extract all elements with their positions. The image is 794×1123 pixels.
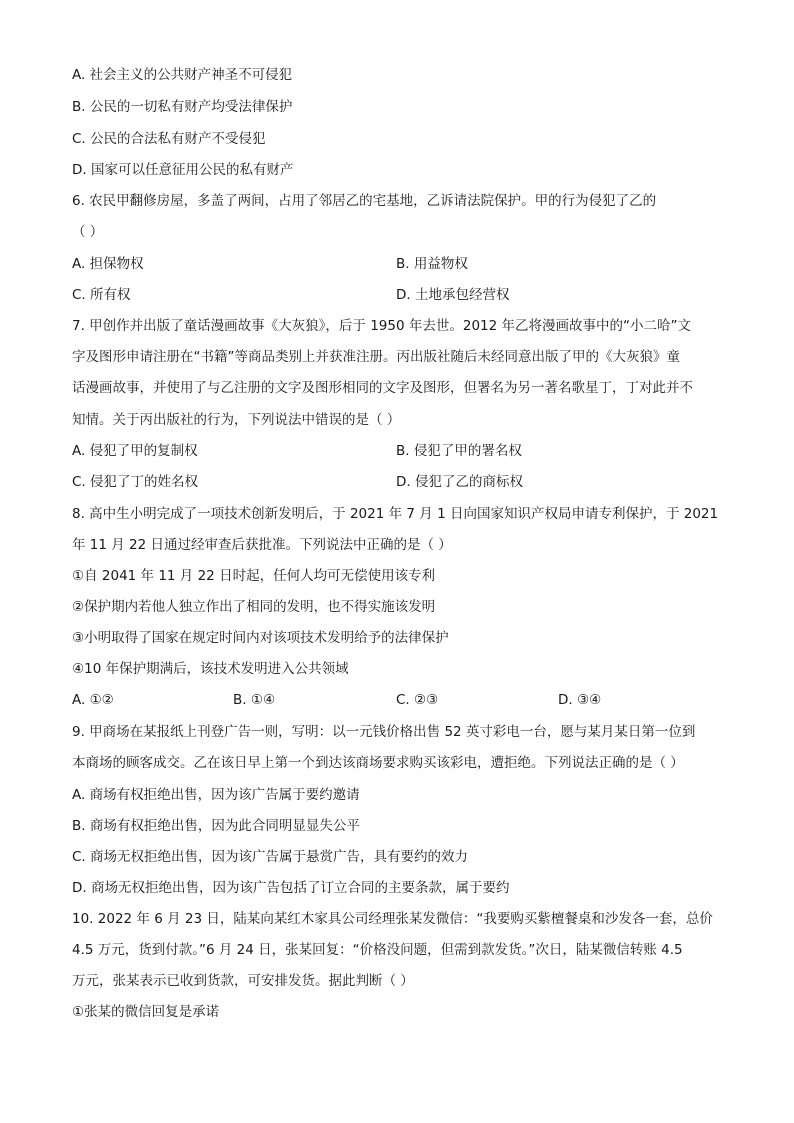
q8-statement-4: ④10 年保护期满后，该技术发明进入公共领域 — [72, 661, 349, 677]
q10-statement-1: ①张某的微信回复是承诺 — [72, 1004, 220, 1020]
q7-option-d: D. 侵犯了乙的商标权 — [396, 474, 523, 490]
q9-stem-line1: 9. 甲商场在某报纸上刊登广告一则，写明：以一元钱价格出售 52 英寸彩电一台，愿与某月某日第一位到 — [72, 724, 696, 740]
q9-option-c: C. 商场无权拒绝出售，因为该广告属于悬赏广告，具有要约的效力 — [72, 849, 469, 865]
q7-option-b: B. 侵犯了甲的署名权 — [396, 443, 522, 459]
q5-option-d: D. 国家可以任意征用公民的私有财产 — [72, 162, 294, 178]
q7-stem-line2: 字及图形申请注册在“书籍”等商品类别上并获准注册。丙出版社随后未经同意出版了甲的《大灰狼》童 — [72, 349, 680, 365]
q8-statement-2: ②保护期内若他人独立作出了相同的发明，也不得实施该发明 — [72, 599, 436, 615]
q9-option-a: A. 商场有权拒绝出售，因为该广告属于要约邀请 — [72, 787, 360, 803]
q5-option-a: A. 社会主义的公共财产神圣不可侵犯 — [72, 67, 293, 83]
q6-option-b: B. 用益物权 — [396, 256, 468, 272]
q9-option-d: D. 商场无权拒绝出售，因为该广告包括了订立合同的主要条款，属于要约 — [72, 880, 510, 896]
q5-option-c: C. 公民的合法私有财产不受侵犯 — [72, 131, 266, 147]
q8-stem-line1: 8. 高中生小明完成了一项技术创新发明后，于 2021 年 7 月 1 日向国家知识产权局申请专利保护，于 2021 — [72, 506, 719, 522]
q9-option-b: B. 商场有权拒绝出售，因为此合同明显显失公平 — [72, 818, 360, 834]
q7-stem-line4: 知情。关于丙出版社的行为，下列说法中错误的是（ ） — [72, 412, 401, 428]
q7-stem-line1: 7. 甲创作并出版了童话漫画故事《大灰狼》，后于 1950 年去世。2012 年乙将漫画故事中的“小二哈”文 — [72, 318, 691, 334]
q8-stem-line2: 年 11 月 22 日通过经审查后获批准。下列说法中正确的是（ ） — [72, 537, 452, 553]
q8-option-c: C. ②③ — [396, 692, 439, 708]
q6-option-a: A. 担保物权 — [72, 256, 144, 272]
q7-stem-line3: 话漫画故事，并使用了与乙注册的文字及图形相同的文字及图形，但署名为另一著名歌星丁，丁对此并不 — [72, 380, 693, 396]
q6-stem: 6. 农民甲翻修房屋，多盖了两间，占用了邻居乙的宅基地，乙诉请法院保护。甲的行为侵犯了乙的 — [72, 193, 657, 209]
q10-stem-line1: 10. 2022 年 6 月 23 日，陆某向某红木家具公司经理张某发微信：“我要购买紫檀餐桌和沙发各一套，总价 — [72, 911, 713, 927]
q7-option-a: A. 侵犯了甲的复制权 — [72, 443, 198, 459]
q8-statement-1: ①自 2041 年 11 月 22 日时起，任何人均可无偿使用该专利 — [72, 568, 436, 584]
q10-stem-line3: 万元，张某表示已收到货款，可安排发货。据此判断（ ） — [72, 973, 414, 989]
q6-option-c: C. 所有权 — [72, 287, 131, 303]
q8-option-a: A. ①② — [72, 692, 114, 708]
q7-option-c: C. 侵犯了丁的姓名权 — [72, 474, 199, 490]
q8-statement-3: ③小明取得了国家在规定时间内对该项技术发明给予的法律保护 — [72, 630, 449, 646]
q5-option-b: B. 公民的一切私有财产均受法律保护 — [72, 99, 293, 115]
q8-option-d: D. ③④ — [558, 692, 602, 708]
q10-stem-line2: 4.5 万元，货到付款。”6 月 24 日，张某回复：“价格没问题，但需到款发货。”次日，陆某微信转账 4.5 — [72, 942, 683, 958]
q6-answer-bracket: （ ） — [72, 224, 104, 240]
q6-option-d: D. 土地承包经营权 — [396, 287, 510, 303]
q9-stem-line2: 本商场的顾客成交。乙在该日早上第一个到达该商场要求购买该彩电，遭拒绝。下列说法正确的是（ ） — [72, 755, 684, 771]
q8-option-b: B. ①④ — [233, 692, 276, 708]
